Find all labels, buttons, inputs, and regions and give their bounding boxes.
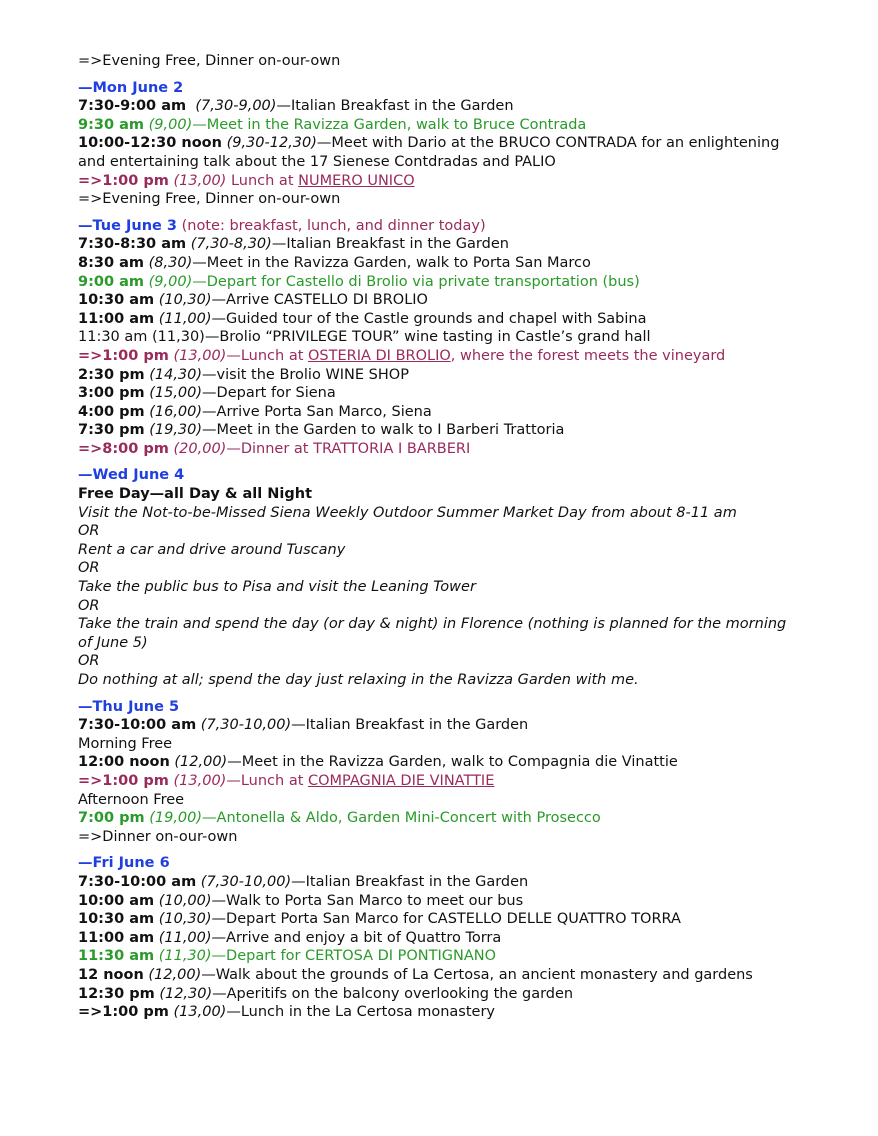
tue-guided-tour: 11:00 am (11,00)—Guided tour of the Castle grounds and chapel with Sabina xyxy=(78,310,647,327)
mon-breakfast: 7:30-9:00 am (7,30-9,00)—Italian Breakfast in the Garden xyxy=(78,98,514,115)
thu-meet-garden: 12:00 noon (12,00)—Meet in the Ravizza Garden, walk to Compagnia die Vinattie xyxy=(78,754,678,771)
tue-arrive-brolio: 10:30 am (10,30)—Arrive CASTELLO DI BROLIO xyxy=(78,292,428,309)
fri-walk-bus: 10:00 am (10,00)—Walk to Porta San Marco to meet our bus xyxy=(78,892,524,909)
tue-depart-brolio: 9:00 am (9,00)—Depart for Castello di Brolio via private transportation (bus) xyxy=(78,273,640,290)
fri-lunch: =>1:00 pm (13,00)—Lunch in the La Certosa monastery xyxy=(78,1004,496,1021)
fri-depart-certosa: 11:30 am (11,30)—Depart for CERTOSA DI PONTIGNANO xyxy=(78,948,497,965)
mon-meet-garden: 9:30 am (9,00)—Meet in the Ravizza Garden, walk to Bruce Contrada xyxy=(78,116,587,133)
osteria-di-brolio-link[interactable]: OSTERIA DI BROLIO xyxy=(308,347,451,364)
tue-depart-siena: 3:00 pm (15,00)—Depart for Siena xyxy=(78,385,336,402)
wed-or: OR xyxy=(78,597,100,614)
fri-arrive-quattro-torra: 11:00 am (11,00)—Arrive and enjoy a bit of Quattro Torra xyxy=(78,929,502,946)
mon-evening: =>Evening Free, Dinner on-our-own xyxy=(78,191,341,208)
tue-wine-tasting: 11:30 am (11,30)—Brolio “PRIVILEGE TOUR” wine tasting in Castle’s grand hall xyxy=(78,329,651,346)
tue-dinner: =>8:00 pm (20,00)—Dinner at TRATTORIA I BARBERI xyxy=(78,440,471,457)
tue-meet-garden: 8:30 am (8,30)—Meet in the Ravizza Garden, walk to Porta San Marco xyxy=(78,254,591,271)
compagnia-die-vinattie-link[interactable]: COMPAGNIA DIE VINATTIE xyxy=(308,772,495,789)
thu-dinner: =>Dinner on-our-own xyxy=(78,828,238,845)
tue-meet-garden-evening: 7:30 pm (19,30)—Meet in the Garden to walk to I Barberi Trattoria xyxy=(78,422,565,439)
tue-breakfast: 7:30-8:30 am (7,30-8,30)—Italian Breakfast in the Garden xyxy=(78,236,509,253)
intro-line: =>Evening Free, Dinner on-our-own xyxy=(78,53,341,69)
numero-unico-link[interactable]: NUMERO UNICO xyxy=(298,172,415,189)
wed-or: OR xyxy=(78,560,100,577)
tue-lunch: =>1:00 pm (13,00)—Lunch at OSTERIA DI BROLIO, where the forest meets the vineyard xyxy=(78,347,726,364)
wed-or: OR xyxy=(78,523,100,540)
day-header-tue: —Tue June 3 (note: breakfast, lunch, and dinner today) xyxy=(78,217,486,234)
wed-option-market: Visit the Not-to-be-Missed Siena Weekly Outdoor Summer Market Day from about 8-11 am xyxy=(78,504,737,521)
tue-wine-shop: 2:30 pm (14,30)—visit the Brolio WINE SHOP xyxy=(78,366,409,383)
day-header-mon: —Mon June 2 xyxy=(78,79,184,96)
mon-lunch: =>1:00 pm (13,00) Lunch at NUMERO UNICO xyxy=(78,172,415,189)
thu-concert: 7:00 pm (19,00)—Antonella & Aldo, Garden Mini-Concert with Prosecco xyxy=(78,810,601,827)
fri-aperitifs: 12:30 pm (12,30)—Aperitifs on the balcony overlooking the garden xyxy=(78,985,574,1002)
wed-option-pisa: Take the public bus to Pisa and visit the Leaning Tower xyxy=(78,579,476,596)
mon-bruco-talk: 10:00-12:30 noon (9,30-12,30)—Meet with Dario at the BRUCO CONTRADA for an enlightening and entertaining talk about the 17 Sienese Contdradas and PALIO xyxy=(78,135,780,170)
day-header-thu: —Thu June 5 xyxy=(78,698,180,715)
wed-option-car: Rent a car and drive around Tuscany xyxy=(78,541,346,558)
wed-or: OR xyxy=(78,653,100,670)
thu-breakfast: 7:30-10:00 am (7,30-10,00)—Italian Breakfast in the Garden xyxy=(78,717,529,734)
thu-lunch: =>1:00 pm (13,00)—Lunch at COMPAGNIA DIE VINATTIE xyxy=(78,772,495,789)
itinerary-document xyxy=(78,52,798,1022)
thu-afternoon-free: Afternoon Free xyxy=(78,791,185,808)
thu-morning-free: Morning Free xyxy=(78,735,173,752)
day-header-wed: —Wed June 4 xyxy=(78,467,185,484)
wed-title: Free Day—all Day & all Night xyxy=(78,486,313,503)
wed-option-relax: Do nothing at all; spend the day just relaxing in the Ravizza Garden with me. xyxy=(78,672,639,688)
fri-breakfast: 7:30-10:00 am (7,30-10,00)—Italian Breakfast in the Garden xyxy=(78,873,529,890)
day-header-fri: —Fri June 6 xyxy=(78,855,170,872)
wed-option-florence: Take the train and spend the day (or day & night) in Florence (nothing is planned for the morning of June 5) xyxy=(78,616,787,651)
fri-depart-quattro-torra: 10:30 am (10,30)—Depart Porta San Marco for CASTELLO DELLE QUATTRO TORRA xyxy=(78,911,681,928)
tue-arrive-siena: 4:00 pm (16,00)—Arrive Porta San Marco, Siena xyxy=(78,403,432,420)
fri-certosa-grounds: 12 noon (12,00)—Walk about the grounds of La Certosa, an ancient monastery and gardens xyxy=(78,966,753,983)
